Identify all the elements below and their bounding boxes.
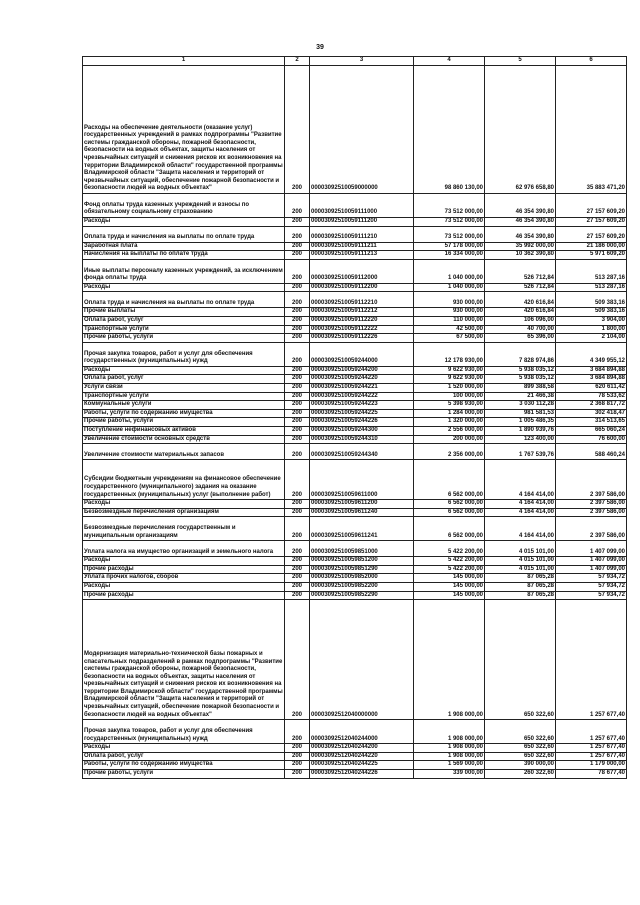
table-body (83, 66, 627, 779)
row-code-cell: 200 (285, 770, 310, 779)
row-code-cell: 200 (285, 409, 310, 418)
row-kbk-cell: 00003092510059611000 (310, 460, 414, 500)
row-remaining-cell: 78 677,40 (556, 770, 627, 779)
row-kbk-cell: 00003092510059111210 (310, 226, 414, 242)
row-approved-cell: 145 000,00 (414, 583, 485, 592)
row-approved-cell: 12 178 930,00 (414, 342, 485, 366)
row-kbk-cell: 00003092510059852200 (310, 583, 414, 592)
row-name-cell: Оплата работ, услуг (83, 752, 285, 761)
row-code-cell: 200 (285, 435, 310, 444)
row-name-cell: Расходы на обеспечение деятельности (оказание услуг) государственных учреждений в рамках подпрограммы "Развитие системы гражданской обороны, пожарной безопасности, безопасности на водных объектах, защиты населения от чрезвычайных ситуаций и снижения рисков их возникновения на территории Владимирской области" государственной программы Владимирской области "Защита населения и территорий от чрезвычайных ситуаций, обеспечение пожарной безопасности и безопасности людей на водных объектах" (83, 66, 285, 194)
table-row (83, 517, 627, 541)
row-approved-cell: 73 512 000,00 (414, 226, 485, 242)
row-executed-cell: 4 164 414,00 (485, 517, 556, 541)
row-code-cell: 200 (285, 600, 310, 720)
table-row (83, 583, 627, 592)
column-header-5: 5 (485, 57, 556, 66)
row-executed-cell: 87 065,28 (485, 591, 556, 600)
row-executed-cell: 4 164 414,00 (485, 460, 556, 500)
row-remaining-cell: 509 383,16 (556, 292, 627, 308)
table-row (83, 444, 627, 460)
row-code-cell: 200 (285, 283, 310, 292)
row-kbk-cell: 00003092510059112220 (310, 316, 414, 325)
row-approved-cell: 5 422 200,00 (414, 557, 485, 566)
row-name-cell: Прочая закупка товаров, работ и услуг для обеспечения государственных (муниципальных) нужд (83, 342, 285, 366)
row-remaining-cell: 5 971 609,20 (556, 251, 627, 260)
row-approved-cell: 1 908 000,00 (414, 744, 485, 753)
row-remaining-cell: 1 407 099,00 (556, 541, 627, 557)
row-approved-cell: 57 178 000,00 (414, 242, 485, 251)
row-remaining-cell: 513 287,16 (556, 283, 627, 292)
row-name-cell: Транспортные услуги (83, 392, 285, 401)
row-code-cell: 200 (285, 720, 310, 744)
row-code-cell: 200 (285, 259, 310, 283)
row-executed-cell: 62 976 658,80 (485, 66, 556, 194)
row-name-cell: Уплата прочих налогов, сборов (83, 574, 285, 583)
row-name-cell: Коммунальные услуги (83, 401, 285, 410)
table-row (83, 744, 627, 753)
row-remaining-cell: 2 397 586,00 (556, 517, 627, 541)
row-name-cell: Модернизация материально-технической базы пожарных и спасательных подразделений в рамках подпрограммы "Развитие системы гражданской обороны, пожарной безопасности, безопасности на водных объектах, защиты населения от чрезвычайных ситуаций и снижения рисков их возникновения на территории Владимирской области" государственной программы Владимирской области "Защита населения и территорий от чрезвычайных ситуаций, обеспечение пожарной безопасности и безопасности людей на водных объектах" (83, 600, 285, 720)
row-code-cell: 200 (285, 418, 310, 427)
row-approved-cell: 1 569 000,00 (414, 761, 485, 770)
row-code-cell: 200 (285, 194, 310, 218)
row-kbk-cell: 00003092510059244300 (310, 426, 414, 435)
row-kbk-cell: 00003092510059111211 (310, 242, 414, 251)
row-executed-cell: 40 700,00 (485, 325, 556, 334)
column-header-3: 3 (310, 57, 414, 66)
row-executed-cell: 1 890 939,76 (485, 426, 556, 435)
row-name-cell: Расходы (83, 366, 285, 375)
row-executed-cell: 10 362 390,80 (485, 251, 556, 260)
row-code-cell: 200 (285, 744, 310, 753)
table-row (83, 242, 627, 251)
table-row (83, 557, 627, 566)
row-executed-cell: 7 828 974,86 (485, 342, 556, 366)
table-row (83, 325, 627, 334)
row-code-cell: 200 (285, 752, 310, 761)
row-executed-cell: 87 065,28 (485, 583, 556, 592)
row-executed-cell: 420 616,84 (485, 308, 556, 317)
table-row (83, 401, 627, 410)
row-name-cell: Расходы (83, 583, 285, 592)
row-remaining-cell: 513 287,16 (556, 259, 627, 283)
table-row (83, 574, 627, 583)
row-code-cell: 200 (285, 583, 310, 592)
row-name-cell: Прочие расходы (83, 591, 285, 600)
row-kbk-cell: 00003092510059611241 (310, 517, 414, 541)
row-kbk-cell: 00003092510059112222 (310, 325, 414, 334)
row-approved-cell: 6 562 000,00 (414, 500, 485, 509)
table-row (83, 194, 627, 218)
table-row (83, 720, 627, 744)
row-approved-cell: 930 000,00 (414, 308, 485, 317)
row-remaining-cell: 302 418,47 (556, 409, 627, 418)
table-row (83, 342, 627, 366)
row-name-cell: Иные выплаты персоналу казенных учреждений, за исключением фонда оплаты труда (83, 259, 285, 283)
column-header-6: 6 (556, 57, 627, 66)
table-row (83, 334, 627, 343)
row-executed-cell: 46 354 390,80 (485, 218, 556, 227)
row-code-cell: 200 (285, 401, 310, 410)
row-approved-cell: 5 422 200,00 (414, 541, 485, 557)
row-name-cell: Расходы (83, 218, 285, 227)
row-remaining-cell: 620 611,42 (556, 383, 627, 392)
row-approved-cell: 339 000,00 (414, 770, 485, 779)
row-approved-cell: 98 860 130,00 (414, 66, 485, 194)
row-executed-cell: 87 065,28 (485, 574, 556, 583)
row-remaining-cell: 3 904,00 (556, 316, 627, 325)
row-approved-cell: 73 512 000,00 (414, 218, 485, 227)
table-row (83, 366, 627, 375)
row-kbk-cell: 00003092510059611200 (310, 500, 414, 509)
row-name-cell: Начисления на выплаты по оплате труда (83, 251, 285, 260)
column-header-2: 2 (285, 57, 310, 66)
row-executed-cell: 106 096,00 (485, 316, 556, 325)
row-remaining-cell: 2 368 817,72 (556, 401, 627, 410)
row-approved-cell: 930 000,00 (414, 292, 485, 308)
row-executed-cell: 5 938 035,12 (485, 366, 556, 375)
row-remaining-cell: 314 513,65 (556, 418, 627, 427)
row-name-cell: Оплата труда и начисления на выплаты по оплате труда (83, 226, 285, 242)
row-approved-cell: 100 000,00 (414, 392, 485, 401)
row-approved-cell: 42 500,00 (414, 325, 485, 334)
table-row (83, 600, 627, 720)
row-executed-cell: 981 581,53 (485, 409, 556, 418)
row-kbk-cell: 00003092510059852000 (310, 574, 414, 583)
row-kbk-cell: 00003092512040244226 (310, 770, 414, 779)
row-kbk-cell: 00003092510059244225 (310, 409, 414, 418)
row-kbk-cell: 00003092510059112200 (310, 283, 414, 292)
row-code-cell: 200 (285, 218, 310, 227)
row-executed-cell: 5 938 035,12 (485, 375, 556, 384)
row-executed-cell: 650 322,60 (485, 720, 556, 744)
row-remaining-cell: 1 257 677,40 (556, 720, 627, 744)
row-name-cell: Расходы (83, 744, 285, 753)
row-executed-cell: 123 400,00 (485, 435, 556, 444)
row-approved-cell: 110 000,00 (414, 316, 485, 325)
table-row (83, 770, 627, 779)
row-remaining-cell: 3 684 894,88 (556, 375, 627, 384)
row-remaining-cell: 1 257 677,40 (556, 752, 627, 761)
row-executed-cell: 260 322,60 (485, 770, 556, 779)
row-name-cell: Оплата труда и начисления на выплаты по оплате труда (83, 292, 285, 308)
row-kbk-cell: 00003092510059851290 (310, 565, 414, 574)
row-code-cell: 200 (285, 375, 310, 384)
row-kbk-cell: 00003092510059112000 (310, 259, 414, 283)
row-kbk-cell: 00003092510059851000 (310, 541, 414, 557)
row-kbk-cell: 00003092510059851200 (310, 557, 414, 566)
row-executed-cell: 526 712,84 (485, 283, 556, 292)
table-row (83, 251, 627, 260)
row-approved-cell: 145 000,00 (414, 591, 485, 600)
row-approved-cell: 1 908 000,00 (414, 720, 485, 744)
row-executed-cell: 650 322,60 (485, 744, 556, 753)
row-code-cell: 200 (285, 591, 310, 600)
row-name-cell: Увеличение стоимости материальных запасов (83, 444, 285, 460)
table-row (83, 508, 627, 517)
row-executed-cell: 4 164 414,00 (485, 500, 556, 509)
row-kbk-cell: 00003092510059244223 (310, 401, 414, 410)
row-name-cell: Увеличение стоимости основных средств (83, 435, 285, 444)
row-remaining-cell: 1 407 099,00 (556, 557, 627, 566)
row-approved-cell: 1 284 000,00 (414, 409, 485, 418)
row-kbk-cell: 00003092510059244221 (310, 383, 414, 392)
row-approved-cell: 9 622 930,00 (414, 375, 485, 384)
row-executed-cell: 46 354 390,80 (485, 226, 556, 242)
table-row (83, 752, 627, 761)
row-name-cell: Прочие работы, услуги (83, 770, 285, 779)
row-remaining-cell: 1 257 677,40 (556, 744, 627, 753)
table-row (83, 500, 627, 509)
table-header-row (83, 57, 627, 66)
row-executed-cell: 390 000,00 (485, 761, 556, 770)
table-row (83, 283, 627, 292)
column-header-4: 4 (414, 57, 485, 66)
row-approved-cell: 5 422 200,00 (414, 565, 485, 574)
row-approved-cell: 73 512 000,00 (414, 194, 485, 218)
row-kbk-cell: 00003092510059244340 (310, 444, 414, 460)
row-remaining-cell: 1 800,00 (556, 325, 627, 334)
row-remaining-cell: 2 397 586,00 (556, 460, 627, 500)
row-name-cell: Расходы (83, 500, 285, 509)
row-approved-cell: 200 000,00 (414, 435, 485, 444)
row-kbk-cell: 00003092512040244200 (310, 744, 414, 753)
row-kbk-cell: 00003092510059244200 (310, 366, 414, 375)
row-name-cell: Расходы (83, 283, 285, 292)
table-row (83, 259, 627, 283)
row-code-cell: 200 (285, 574, 310, 583)
row-remaining-cell: 57 934,72 (556, 574, 627, 583)
table-row (83, 565, 627, 574)
row-approved-cell: 1 040 000,00 (414, 259, 485, 283)
table-row (83, 226, 627, 242)
row-code-cell: 200 (285, 242, 310, 251)
row-code-cell: 200 (285, 251, 310, 260)
row-code-cell: 200 (285, 316, 310, 325)
row-code-cell: 200 (285, 292, 310, 308)
row-approved-cell: 6 562 000,00 (414, 517, 485, 541)
row-executed-cell: 4 015 101,00 (485, 557, 556, 566)
row-remaining-cell: 27 157 609,20 (556, 194, 627, 218)
table-row (83, 308, 627, 317)
row-code-cell: 200 (285, 500, 310, 509)
table-row (83, 460, 627, 500)
row-name-cell: Работы, услуги по содержанию имущества (83, 761, 285, 770)
row-remaining-cell: 78 533,62 (556, 392, 627, 401)
row-name-cell: Прочие работы, услуги (83, 334, 285, 343)
row-remaining-cell: 509 383,16 (556, 308, 627, 317)
row-remaining-cell: 27 157 609,20 (556, 218, 627, 227)
row-code-cell: 200 (285, 460, 310, 500)
row-name-cell: Безвозмездные перечисления государственным и муниципальным организациям (83, 517, 285, 541)
page-number: 39 (316, 44, 324, 51)
row-approved-cell: 6 562 000,00 (414, 508, 485, 517)
row-kbk-cell: 00003092510059112226 (310, 334, 414, 343)
row-approved-cell: 16 334 000,00 (414, 251, 485, 260)
row-approved-cell: 1 908 000,00 (414, 600, 485, 720)
row-remaining-cell: 4 349 955,12 (556, 342, 627, 366)
row-name-cell: Работы, услуги по содержанию имущества (83, 409, 285, 418)
row-name-cell: Заработная плата (83, 242, 285, 251)
row-approved-cell: 1 908 000,00 (414, 752, 485, 761)
row-kbk-cell: 00003092510059244222 (310, 392, 414, 401)
row-remaining-cell: 2 104,00 (556, 334, 627, 343)
row-code-cell: 200 (285, 541, 310, 557)
row-approved-cell: 2 556 000,00 (414, 426, 485, 435)
row-executed-cell: 21 466,38 (485, 392, 556, 401)
row-remaining-cell: 1 257 677,40 (556, 600, 627, 720)
table-row (83, 435, 627, 444)
row-code-cell: 200 (285, 426, 310, 435)
row-executed-cell: 650 322,60 (485, 600, 556, 720)
row-approved-cell: 1 040 000,00 (414, 283, 485, 292)
row-remaining-cell: 1 407 099,00 (556, 565, 627, 574)
row-approved-cell: 5 398 930,00 (414, 401, 485, 410)
row-approved-cell: 2 356 000,00 (414, 444, 485, 460)
row-code-cell: 200 (285, 325, 310, 334)
row-name-cell: Фонд оплаты труда казенных учреждений и взносы по обязательному социальному страхованию (83, 194, 285, 218)
row-remaining-cell: 27 157 609,20 (556, 226, 627, 242)
row-approved-cell: 1 520 000,00 (414, 383, 485, 392)
row-kbk-cell: 00003092510059244226 (310, 418, 414, 427)
row-code-cell: 200 (285, 565, 310, 574)
row-name-cell: Субсидии бюджетным учреждениям на финансовое обеспечение государственного (муниципального) задания на оказание государственных (муниципальных) услуг (выполнение работ) (83, 460, 285, 500)
row-approved-cell: 145 000,00 (414, 574, 485, 583)
row-remaining-cell: 21 186 000,00 (556, 242, 627, 251)
row-code-cell: 200 (285, 517, 310, 541)
row-kbk-cell: 00003092510059111000 (310, 194, 414, 218)
row-name-cell: Прочие работы, услуги (83, 418, 285, 427)
row-code-cell: 200 (285, 308, 310, 317)
row-kbk-cell: 00003092512040244225 (310, 761, 414, 770)
row-name-cell: Расходы (83, 557, 285, 566)
row-name-cell: Прочие расходы (83, 565, 285, 574)
row-kbk-cell: 00003092512040244220 (310, 752, 414, 761)
row-name-cell: Услуги связи (83, 383, 285, 392)
row-remaining-cell: 76 600,00 (556, 435, 627, 444)
row-executed-cell: 1 005 486,35 (485, 418, 556, 427)
row-code-cell: 200 (285, 392, 310, 401)
table-row (83, 409, 627, 418)
row-executed-cell: 35 992 000,00 (485, 242, 556, 251)
row-kbk-cell: 00003092510059112212 (310, 308, 414, 317)
row-remaining-cell: 35 883 471,20 (556, 66, 627, 194)
row-kbk-cell: 00003092512040000000 (310, 600, 414, 720)
table-row (83, 541, 627, 557)
row-approved-cell: 6 562 000,00 (414, 460, 485, 500)
table-row (83, 426, 627, 435)
row-code-cell: 200 (285, 66, 310, 194)
table-row (83, 375, 627, 384)
table-row (83, 316, 627, 325)
row-name-cell: Транспортные услуги (83, 325, 285, 334)
row-executed-cell: 4 015 101,00 (485, 541, 556, 557)
row-executed-cell: 46 354 390,80 (485, 194, 556, 218)
column-header-1: 1 (83, 57, 285, 66)
row-executed-cell: 4 164 414,00 (485, 508, 556, 517)
row-kbk-cell: 00003092512040244000 (310, 720, 414, 744)
row-executed-cell: 420 616,84 (485, 292, 556, 308)
row-kbk-cell: 00003092510059244000 (310, 342, 414, 366)
row-executed-cell: 899 388,58 (485, 383, 556, 392)
row-kbk-cell: 00003092510059111200 (310, 218, 414, 227)
row-name-cell: Поступление нефинансовых активов (83, 426, 285, 435)
row-executed-cell: 3 030 112,28 (485, 401, 556, 410)
row-name-cell: Оплата работ, услуг (83, 375, 285, 384)
row-name-cell: Прочие выплаты (83, 308, 285, 317)
row-kbk-cell: 00003092510059111213 (310, 251, 414, 260)
table-row (83, 292, 627, 308)
table-row (83, 761, 627, 770)
row-approved-cell: 1 320 000,00 (414, 418, 485, 427)
row-code-cell: 200 (285, 383, 310, 392)
row-approved-cell: 9 622 930,00 (414, 366, 485, 375)
row-remaining-cell: 2 397 586,00 (556, 508, 627, 517)
row-remaining-cell: 3 684 894,88 (556, 366, 627, 375)
table-row (83, 383, 627, 392)
row-name-cell: Уплата налога на имущество организаций и земельного налога (83, 541, 285, 557)
row-executed-cell: 526 712,84 (485, 259, 556, 283)
row-code-cell: 200 (285, 342, 310, 366)
row-kbk-cell: 00003092510059112210 (310, 292, 414, 308)
row-kbk-cell: 00003092510059611240 (310, 508, 414, 517)
row-kbk-cell: 00003092510059852290 (310, 591, 414, 600)
row-kbk-cell: 00003092510059244220 (310, 375, 414, 384)
row-remaining-cell: 588 460,24 (556, 444, 627, 460)
row-executed-cell: 4 015 101,00 (485, 565, 556, 574)
row-code-cell: 200 (285, 508, 310, 517)
row-kbk-cell: 00003092510059000000 (310, 66, 414, 194)
row-remaining-cell: 2 397 586,00 (556, 500, 627, 509)
row-name-cell: Безвозмездные перечисления организациям (83, 508, 285, 517)
table-row (83, 418, 627, 427)
row-remaining-cell: 57 934,72 (556, 583, 627, 592)
row-name-cell: Оплата работ, услуг (83, 316, 285, 325)
row-code-cell: 200 (285, 557, 310, 566)
row-code-cell: 200 (285, 761, 310, 770)
row-name-cell: Прочая закупка товаров, работ и услуг для обеспечения государственных (муниципальных) нужд (83, 720, 285, 744)
table-row (83, 218, 627, 227)
table-row (83, 591, 627, 600)
row-kbk-cell: 00003092510059244310 (310, 435, 414, 444)
row-executed-cell: 1 767 539,76 (485, 444, 556, 460)
row-code-cell: 200 (285, 226, 310, 242)
row-executed-cell: 65 396,00 (485, 334, 556, 343)
row-code-cell: 200 (285, 334, 310, 343)
row-remaining-cell: 665 060,24 (556, 426, 627, 435)
row-remaining-cell: 1 179 000,00 (556, 761, 627, 770)
table-row (83, 66, 627, 194)
row-remaining-cell: 57 934,72 (556, 591, 627, 600)
row-approved-cell: 67 500,00 (414, 334, 485, 343)
table-row (83, 392, 627, 401)
row-executed-cell: 650 322,60 (485, 752, 556, 761)
row-code-cell: 200 (285, 444, 310, 460)
row-code-cell: 200 (285, 366, 310, 375)
budget-table (82, 56, 627, 779)
